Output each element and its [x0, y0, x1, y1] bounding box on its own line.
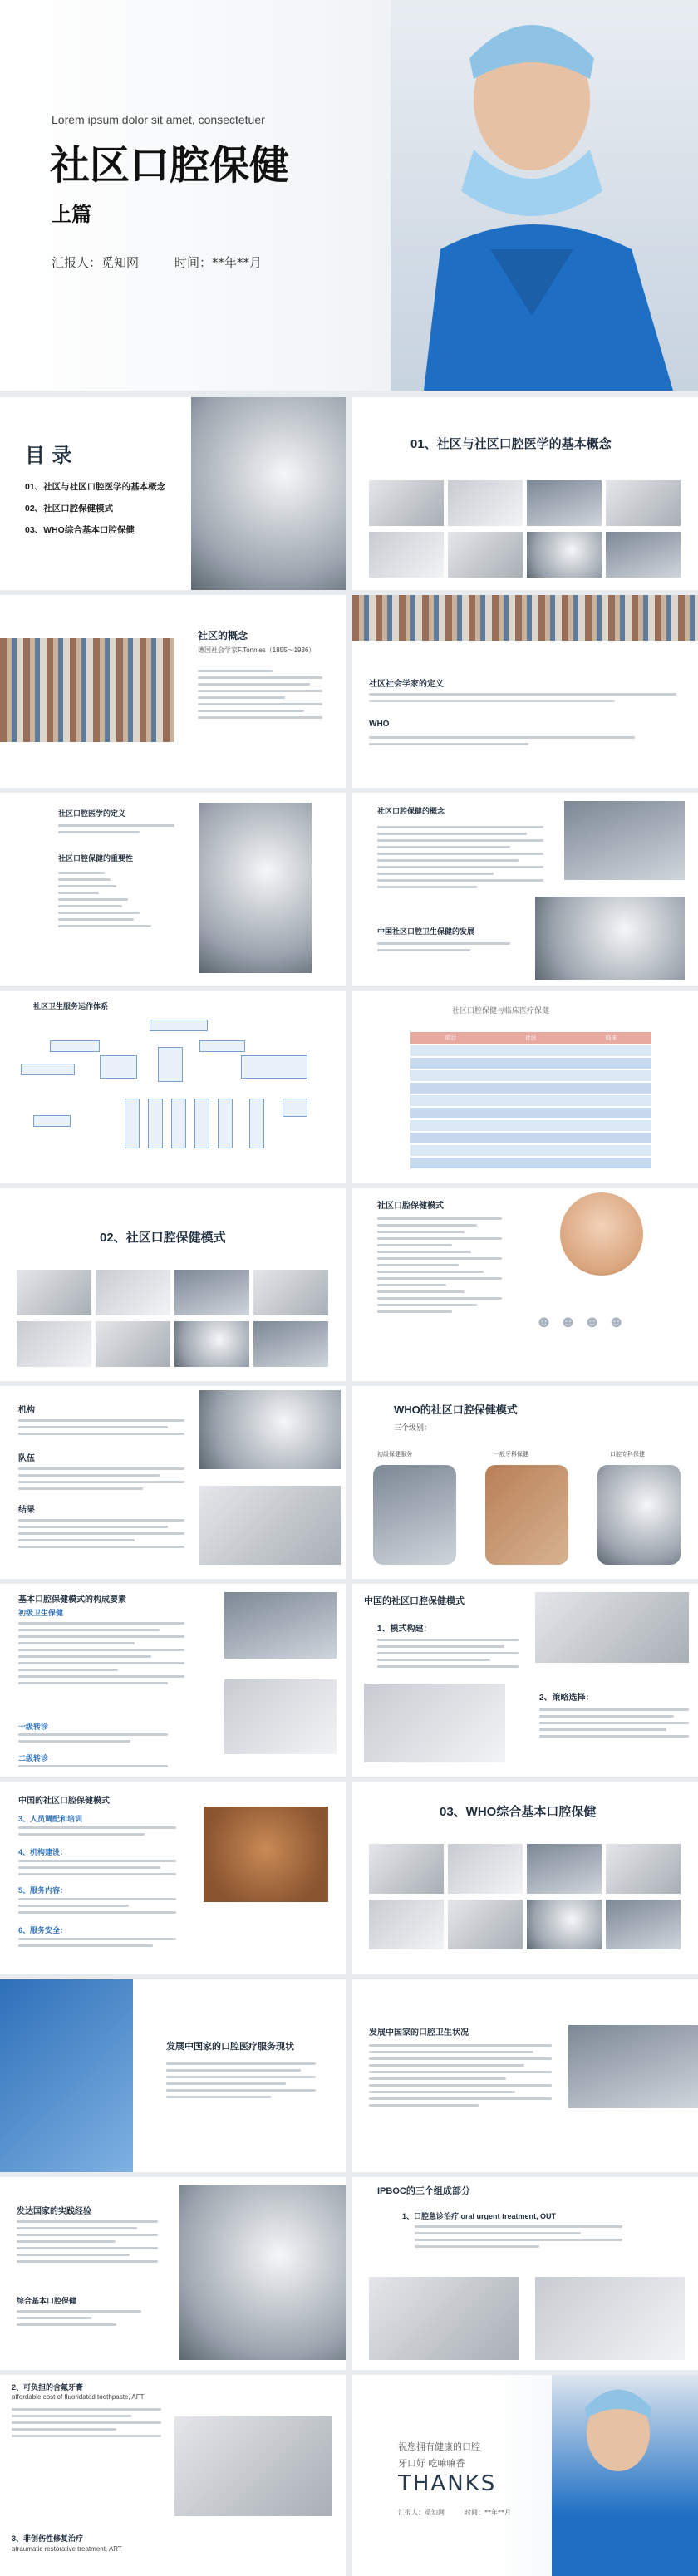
teeth-model-photo: [568, 2025, 698, 2108]
flow-box: [21, 1064, 75, 1075]
last-p2: 2、可负担的含氟牙膏: [12, 2383, 84, 2392]
city-photo: [0, 638, 174, 742]
cover-subtitle-en: Lorem ipsum dolor sit amet, consectetuer: [52, 113, 265, 126]
flow-box: [249, 1099, 264, 1148]
who-mode-title: WHO的社区口腔保健模式: [394, 1404, 518, 1416]
concept-slide: [0, 595, 346, 788]
concept-text: [198, 670, 322, 719]
health-slide: [352, 1979, 698, 2172]
section3-slide: [352, 1782, 698, 1974]
china-mode-p2: 2、策略选择：: [539, 1694, 594, 1703]
model-photo: [224, 1679, 337, 1754]
p6-text: [18, 1938, 176, 1947]
photo: [96, 1270, 170, 1315]
elements-title: 基本口腔保健模式的构成要素: [18, 1595, 126, 1605]
cover-part: 上篇: [52, 203, 91, 226]
doctor-photo: [552, 2375, 698, 2576]
mech-title-1: 机构: [18, 1406, 35, 1415]
mech-slide: [0, 1386, 346, 1579]
develop-text: [166, 2062, 316, 2098]
mech-text-1: [18, 1419, 184, 1435]
cover-slide: [0, 0, 698, 391]
smiling-child-photo: [204, 1807, 328, 1902]
last-p3-en: atraumatic restorative treatment, ART: [12, 2545, 122, 2553]
china-p2-text: [539, 1708, 689, 1738]
china-mode-slide: [352, 1584, 698, 1777]
flow-box: [148, 1099, 163, 1148]
practice-sub-text: [17, 2310, 141, 2326]
mode-list-slide: [352, 1188, 698, 1381]
compare-slide: [352, 991, 698, 1183]
cover-reporter: 汇报人：觅知网: [52, 255, 140, 270]
photo: [527, 532, 602, 578]
mech-title-2: 队伍: [18, 1454, 35, 1463]
system-slide: [0, 991, 346, 1183]
who-mode-sub: 三个级别：: [394, 1423, 432, 1432]
thanks-slide: [352, 2375, 698, 2576]
elements-text-3: [18, 1765, 168, 1767]
level-photo-3: [597, 1465, 681, 1565]
section2-slide: [0, 1188, 346, 1381]
china-mode2-p6: 6、服务安全：: [18, 1926, 68, 1934]
who-def-text: [369, 736, 635, 745]
china-mode2-p5: 5、服务内容：: [18, 1886, 68, 1895]
flow-box: [283, 1099, 307, 1117]
ipboc-text: [415, 2225, 622, 2248]
p5-text: [18, 1898, 176, 1914]
dental-concept-slide: [352, 793, 698, 986]
flow-box: [241, 1055, 307, 1079]
photo: [174, 1321, 249, 1367]
elements-text-1: [18, 1622, 184, 1684]
concept-author: 德国社会学家F.Tonnies（1855～1936）: [198, 646, 316, 654]
photo: [448, 1844, 523, 1894]
photo: [174, 1270, 249, 1315]
photo: [606, 1844, 681, 1894]
china-mode-title: 中国的社区口腔保健模式: [364, 1596, 465, 1606]
clinic-photo: [564, 801, 685, 880]
tooth-photo: [364, 1684, 505, 1762]
dental-chair-photo: [191, 397, 346, 590]
flow-box: [50, 1040, 100, 1052]
dc-sub: 中国社区口腔卫生保健的发展: [377, 927, 475, 936]
elements-sub-1: 初级卫生保健: [18, 1609, 64, 1617]
photo: [253, 1321, 328, 1367]
china-mode2-title: 中国的社区口腔保健模式: [18, 1797, 110, 1806]
dental-unit-photo: [535, 897, 685, 980]
ipboc-slide: [352, 2177, 698, 2370]
mech-text-2: [18, 1467, 184, 1490]
practice-title: 发达国家的实践经验: [17, 2207, 91, 2216]
flow-box: [150, 1020, 208, 1031]
definition-slide: [0, 793, 346, 986]
ipboc-p1: 1、口腔急诊治疗 oral urgent treatment, OUT: [402, 2212, 557, 2220]
practice-slide: [0, 2177, 346, 2370]
health-text: [369, 2044, 552, 2107]
treatment-photo-2: [535, 2277, 685, 2360]
photo: [17, 1321, 91, 1367]
photo: [369, 1844, 444, 1894]
mech-title-3: 结果: [18, 1506, 35, 1515]
city-banner: [352, 595, 698, 641]
ipboc-title: IPBOC的三个组成部分: [377, 2186, 470, 2196]
dental-exam-photo: [224, 1592, 337, 1659]
elements-sub-3: 二级转诊: [18, 1754, 49, 1762]
section1-title: 01、社区与社区口腔医学的基本概念: [410, 437, 612, 451]
develop-title: 发展中国家的口腔医疗服务现状: [166, 2042, 294, 2052]
photo: [606, 532, 681, 578]
flow-box: [218, 1099, 233, 1148]
cover-time: 时间：**年**月: [174, 255, 263, 270]
clinic-photo: [199, 803, 312, 973]
toc-item-3: 03、WHO综合基本口腔保健: [25, 525, 135, 535]
mode-list-title: 社区口腔保健模式: [377, 1202, 444, 1211]
elements-slide: [0, 1584, 346, 1777]
last-p3: 3、非创伤性修复治疗: [12, 2534, 84, 2543]
dc-sub-text: [377, 942, 510, 951]
def-text: [58, 824, 174, 833]
flow-box: [194, 1099, 209, 1148]
flow-box: [125, 1099, 140, 1148]
elements-text-2: [18, 1733, 168, 1743]
thanks-reporter: 汇报人：觅知网: [398, 2509, 445, 2516]
practice-sub: 综合基本口腔保健: [17, 2297, 77, 2305]
flow-box: [171, 1099, 186, 1148]
p3-text: [18, 1826, 176, 1836]
who-slide: [352, 595, 698, 788]
china-p1-text: [377, 1639, 519, 1668]
doctor-illustration: [552, 2375, 698, 2576]
mech-text-3: [18, 1519, 184, 1548]
mode-list-text: [377, 1217, 502, 1313]
photo: [448, 1900, 523, 1949]
flow-box: [100, 1055, 137, 1079]
concept-title: 社区的概念: [198, 630, 248, 642]
instrument-photo: [199, 1486, 341, 1565]
photo: [606, 480, 681, 526]
china-mode-p1: 1、模式构建：: [377, 1625, 432, 1634]
flow-box: [199, 1040, 245, 1052]
doctor-photo: [391, 0, 698, 391]
level-1: 初级保健服务: [377, 1452, 412, 1458]
toc-item-1: 01、社区与社区口腔医学的基本概念: [25, 482, 166, 492]
col-clinical: 临床: [605, 1035, 617, 1041]
last-p2-text: [12, 2408, 161, 2437]
child-photo: [560, 1192, 643, 1276]
photo: [606, 1900, 681, 1949]
photo: [448, 480, 523, 526]
tooth-model-photo: [199, 1390, 341, 1469]
china-mode2-slide: [0, 1782, 346, 1974]
dentist-photo: [174, 2416, 332, 2516]
last-p2-en: affordable cost of fluoridated toothpaste, AFT: [12, 2393, 145, 2401]
level-photo-2: [485, 1465, 568, 1565]
doctor-illustration: [391, 0, 698, 391]
photo: [369, 480, 444, 526]
practice-text: [17, 2220, 158, 2263]
table-body: [410, 1045, 651, 1170]
dc-title: 社区口腔保健的概念: [377, 807, 445, 815]
col-community: 社区: [524, 1035, 537, 1041]
level-3: 口腔专科保健: [610, 1452, 645, 1458]
table-header: [410, 1032, 651, 1044]
level-photo-1: [373, 1465, 456, 1565]
thanks-line1: 祝您拥有健康的口腔: [398, 2441, 480, 2452]
section2-title: 02、社区口腔保健模式: [100, 1231, 226, 1245]
compare-title: 社区口腔保健与临床医疗保健: [452, 1006, 550, 1015]
photo: [535, 1592, 689, 1663]
photo: [253, 1270, 328, 1315]
china-mode2-p4: 4、机构建设：: [18, 1848, 68, 1856]
treatment-photo-1: [369, 2277, 519, 2360]
col-item: 项目: [445, 1035, 457, 1041]
toc-slide: [0, 397, 346, 590]
photo: [369, 1900, 444, 1949]
dc-text: [377, 826, 543, 888]
photo: [96, 1321, 170, 1367]
photo: [17, 1270, 91, 1315]
photo: [448, 532, 523, 578]
photo: [527, 480, 602, 526]
thanks-title: THANKS: [398, 2471, 497, 2496]
elements-sub-2: 一级转诊: [18, 1723, 49, 1731]
photo: [369, 532, 444, 578]
level-2: 一般牙科保健: [494, 1452, 528, 1458]
system-title: 社区卫生服务运作体系: [33, 1002, 109, 1010]
clinic-photo: [179, 2185, 346, 2360]
def-list: [58, 872, 174, 927]
toc-item-2: 02、社区口腔保健模式: [25, 504, 114, 514]
section1-slide: [352, 397, 698, 590]
def-sub: 社区口腔保健的重要性: [58, 854, 134, 863]
flow-box: [33, 1115, 71, 1127]
thanks-time: 时间：**年**月: [465, 2509, 511, 2516]
p4-text: [18, 1860, 176, 1875]
tooth-icon: ☻☻☻☻: [535, 1313, 632, 1331]
toc-title: 目 录: [25, 444, 72, 467]
who-text: [369, 693, 676, 702]
health-title: 发展中国家的口腔卫生状况: [369, 2028, 469, 2038]
thanks-line2: 牙口好 吃嘛嘛香: [398, 2458, 465, 2469]
section3-title: 03、WHO综合基本口腔保健: [440, 1805, 597, 1819]
develop-slide: [0, 1979, 346, 2172]
cover-title: 社区口腔保健: [50, 142, 290, 189]
who-mode-slide: [352, 1386, 698, 1579]
photo: [527, 1844, 602, 1894]
flow-box: [158, 1047, 183, 1082]
last-content-slide: [0, 2375, 346, 2576]
who-section-heading: 社区社会学家的定义: [369, 680, 444, 689]
instruments-photo: [0, 1979, 133, 2172]
china-mode2-p3: 3、人员调配和培训: [18, 1815, 83, 1823]
photo: [527, 1900, 602, 1949]
who-title: WHO: [369, 720, 390, 729]
def-title: 社区口腔医学的定义: [58, 809, 126, 818]
